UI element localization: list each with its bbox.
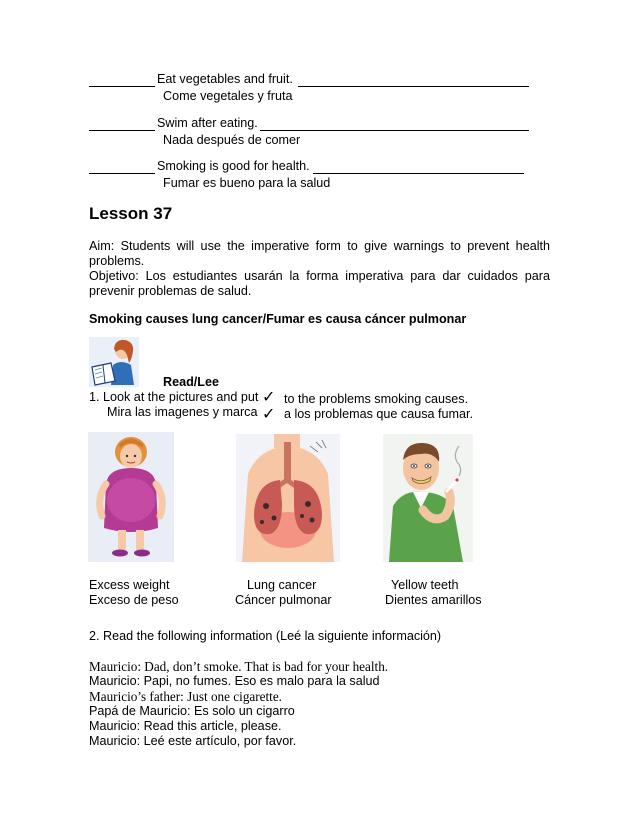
exercise-2-en: Swim after eating. bbox=[157, 116, 258, 130]
overweight-woman-icon bbox=[88, 432, 174, 562]
picture-1-en: Excess weight bbox=[89, 578, 170, 592]
instruction-en-a: 1. Look at the pictures and put bbox=[89, 390, 259, 404]
dialogue-line-4: Papá de Mauricio: Es solo un cigarro bbox=[89, 704, 295, 718]
answer-line-1[interactable] bbox=[298, 86, 529, 87]
picture-2-es: Cáncer pulmonar bbox=[235, 593, 332, 607]
lesson-title: Lesson 37 bbox=[89, 204, 173, 223]
instruction-es-b: a los problemas que causa fumar. bbox=[284, 407, 474, 421]
reader-icon bbox=[89, 337, 139, 387]
dialogue-line-5: Mauricio: Read this article, please. bbox=[89, 719, 282, 733]
topic-heading: Smoking causes lung cancer/Fumar es causa cáncer pulmonar bbox=[89, 312, 467, 326]
picture-3-en: Yellow teeth bbox=[391, 578, 459, 592]
lungs-icon bbox=[236, 434, 340, 562]
reading-instruction: 2. Read the following information (Leé la siguiente información) bbox=[89, 629, 442, 643]
objetivo-paragraph bbox=[89, 269, 550, 299]
checkmark-icon: ✓ bbox=[262, 387, 276, 406]
exercise-3-en: Smoking is good for health. bbox=[157, 159, 310, 173]
exercise-2-es: Nada después de comer bbox=[163, 133, 301, 147]
objetivo-line-1: Objetivo: Los estudiantes usarán la forma imperativa para dar cuidados para bbox=[89, 269, 550, 283]
instruction-es-a: Mira las imagenes y marca bbox=[107, 405, 258, 419]
exercise-1-es: Come vegetales y fruta bbox=[163, 89, 293, 103]
aim-paragraph bbox=[89, 239, 550, 269]
picture-2-en: Lung cancer bbox=[247, 578, 317, 592]
picture-1-es: Exceso de peso bbox=[89, 593, 179, 607]
answer-blank-1[interactable] bbox=[89, 86, 155, 87]
answer-line-2[interactable] bbox=[260, 130, 529, 131]
read-label: Read/Lee bbox=[163, 375, 219, 389]
answer-blank-3[interactable] bbox=[89, 173, 155, 174]
objetivo-line-2: prevenir problemas de salud. bbox=[89, 284, 252, 298]
aim-line-1: Aim: Students will use the imperative form to give warnings to prevent health bbox=[89, 239, 550, 253]
dialogue-line-6: Mauricio: Leé este artículo, por favor. bbox=[89, 734, 297, 748]
answer-blank-2[interactable] bbox=[89, 130, 155, 131]
answer-line-3[interactable] bbox=[313, 173, 524, 174]
dialogue-line-1: Mauricio: Dad, don’t smoke. That is bad for your health. bbox=[89, 659, 389, 674]
smoking-man-icon bbox=[383, 434, 473, 562]
instruction-en-b: to the problems smoking causes. bbox=[284, 392, 469, 406]
checkmark-icon-2: ✓ bbox=[262, 404, 276, 423]
exercise-1-en: Eat vegetables and fruit. bbox=[157, 72, 293, 86]
dialogue-line-2: Mauricio: Papi, no fumes. Eso es malo para la salud bbox=[89, 674, 380, 688]
aim-line-2: problems. bbox=[89, 254, 145, 268]
dialogue-line-3: Mauricio’s father: Just one cigarette. bbox=[89, 689, 282, 704]
picture-3-es: Dientes amarillos bbox=[385, 593, 482, 607]
exercise-3-es: Fumar es bueno para la salud bbox=[163, 176, 331, 190]
